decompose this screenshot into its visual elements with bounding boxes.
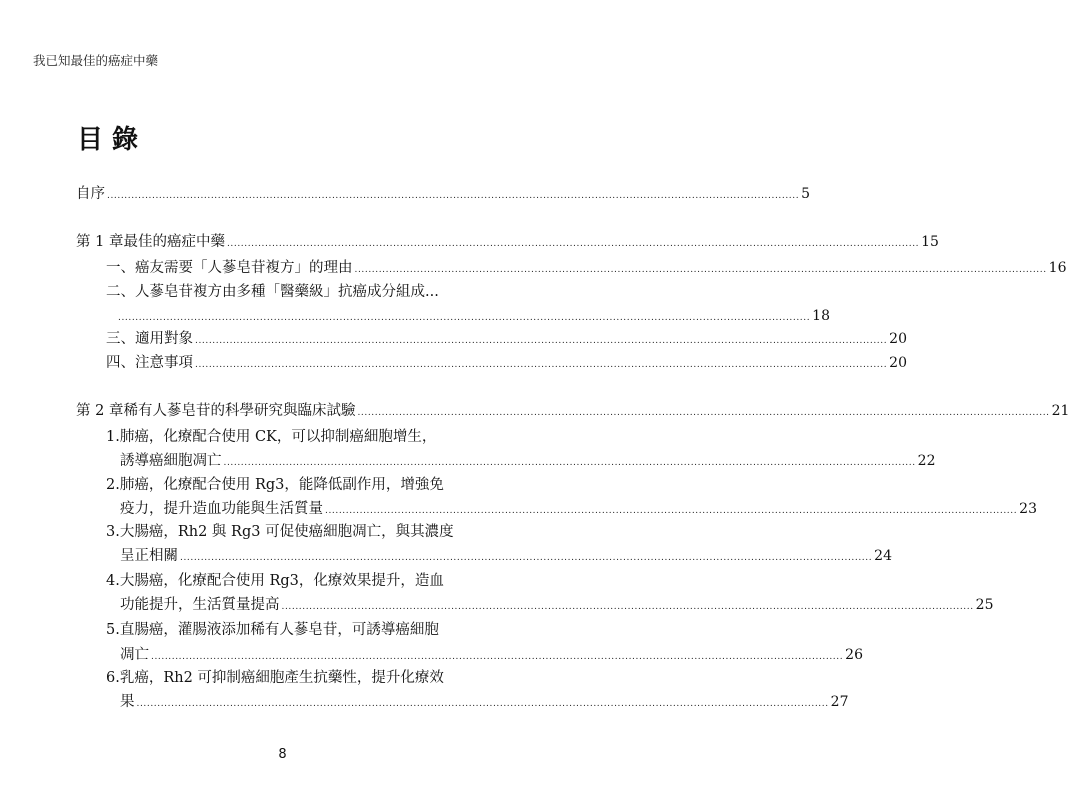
entry-page: 24 [874,548,892,564]
dot-leader: ........................................................................................................................................................................................................ [357,408,1050,418]
entry-page: 27 [830,694,849,710]
chapter-title: 最佳的癌症中藥 [123,234,225,250]
dot-leader: ........................................................................................................................................................................................................ [118,313,811,323]
toc-entry-2-4-line1[interactable]: 4.大腸癌，化療配合使用 Rg3，化療效果提升，造血 [106,573,444,589]
dot-leader: ........................................................................................................................................................................................................ [281,602,974,612]
entry-label: 三、適用對象 [106,331,193,347]
toc-entry-2-6-line1[interactable]: 6.乳癌，Rh2 可抑制癌細胞產生抗藥性，提升化療效 [106,670,444,686]
toc-entry-2-2-line1[interactable]: 2.肺癌，化療配合使用 Rg3，能降低副作用，增強免 [106,477,444,493]
entry-label: 疫力，提升造血功能與生活質量 [120,501,323,517]
entry-page: 20 [889,331,907,347]
toc-entry-preface[interactable] [76,186,811,202]
chapter-number: 第 1 章 [76,234,124,250]
toc-entry-2-4[interactable] [120,597,994,613]
dot-leader: ........................................................................................................................................................................................................ [354,265,1047,275]
entry-label: 一、癌友需要「人蔘皂苷複方」的理由 [106,260,353,276]
entry-label: 功能提升，生活質量提高 [120,597,280,613]
entry-label: 呈正相關 [120,548,178,564]
entry-page: 18 [812,308,830,324]
toc-entry-2-2[interactable] [120,501,1037,517]
entry-page: 20 [889,355,907,371]
toc-entry-1-2-label[interactable]: 二、人蔘皂苷複方由多種「醫藥級」抗癌成分組成... [106,284,439,300]
entry-page: 23 [1019,501,1037,517]
entry-page: 25 [975,597,994,613]
chapter-title: 稀有人蔘皂苷的科學研究與臨床試驗 [123,403,356,419]
entry-page: 16 [1048,260,1067,276]
entry-page: 26 [845,647,863,663]
toc-entry-1-1[interactable] [106,260,1067,276]
entry-label: 誘導癌細胞凋亡 [120,453,222,469]
toc-entry-2-6[interactable] [120,694,849,710]
toc-entry-2-3-line1[interactable]: 3.大腸癌，Rh2 與 Rg3 可促使癌細胞凋亡，與其濃度 [106,524,454,540]
toc-entry-2-3[interactable] [120,548,892,564]
toc-entry-2-1-line1[interactable]: 1.肺癌，化療配合使用 CK，可以抑制癌細胞增生， [106,429,437,445]
dot-leader: ........................................................................................................................................................................................................ [195,336,888,346]
dot-leader: ........................................................................................................................................................................................................ [195,360,888,370]
toc-chapter-2[interactable] [76,403,1069,419]
toc-entry-2-5[interactable] [120,647,863,663]
toc-title: 目錄 [77,125,148,155]
dot-leader: ........................................................................................................................................................................................................ [107,191,800,201]
dot-leader: ........................................................................................................................................................................................................ [325,506,1018,516]
entry-label: 四、注意事項 [106,355,193,371]
entry-label: 凋亡 [120,647,149,663]
dot-leader: ........................................................................................................................................................................................................ [151,652,844,662]
dot-leader: ........................................................................................................................................................................................................ [136,699,829,709]
entry-label: 自序 [76,186,105,202]
toc-entry-1-2[interactable] [118,308,830,324]
dot-leader: ........................................................................................................................................................................................................ [180,553,873,563]
toc-entry-1-4[interactable] [106,355,907,371]
entry-page: 15 [921,234,939,250]
entry-page: 22 [917,453,936,469]
chapter-number: 第 2 章 [76,403,124,419]
page-number: 8 [278,747,287,762]
entry-label: 果 [120,694,135,710]
entry-page: 5 [801,186,811,202]
dot-leader: ........................................................................................................................................................................................................ [223,458,916,468]
toc-chapter-1[interactable] [76,234,939,250]
toc-entry-2-5-line1[interactable]: 5.直腸癌，灌腸液添加稀有人蔘皂苷，可誘導癌細胞 [106,622,439,638]
running-header: 我已知最佳的癌症中藥 [33,53,159,68]
toc-entry-2-1[interactable] [120,453,936,469]
entry-page: 21 [1051,403,1069,419]
toc-entry-1-3[interactable] [106,331,907,347]
dot-leader: ........................................................................................................................................................................................................ [226,239,920,249]
